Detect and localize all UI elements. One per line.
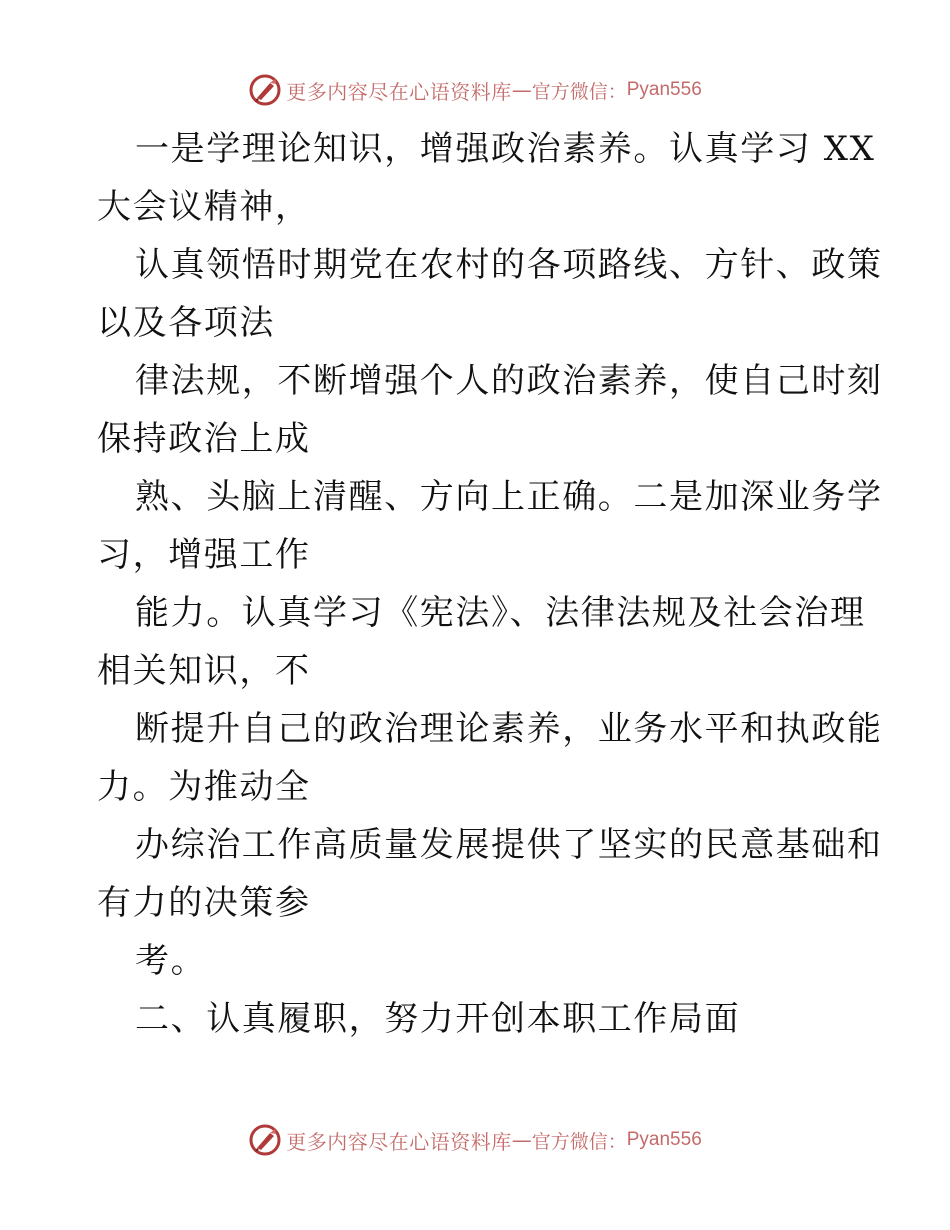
quill-pen-logo-icon [248,73,282,107]
section-heading: 二、认真履职，努力开创本职工作局面 [135,999,741,1039]
text-line: 认真领悟时期党在农村的各项路线、方针、政策 [135,245,883,285]
text-line: 保持政治上成 [97,419,311,459]
watermark-wechat-id: Pyan556 [626,1129,702,1150]
text-line: 断提升自己的政治理论素养，业务水平和执政能 [135,709,883,749]
watermark-dash: — [511,78,532,102]
header-watermark [0,70,950,110]
watermark-wechat-id: Pyan556 [626,79,702,100]
text-line: 大会议精神， [97,187,311,227]
text-line: 习，增强工作 [97,535,311,575]
text-line: 律法规，不断增强个人的政治素养，使自己时刻 [135,361,883,401]
text-line: 考。 [135,941,207,981]
watermark-dash: — [511,1128,532,1152]
text-line: 一是学理论知识，增强政治素养。认真学习 XX [135,129,876,169]
watermark-main-text: 更多内容尽在心语资料库 [286,1129,512,1154]
text-line: 有力的决策参 [97,883,311,923]
quill-pen-logo-icon [248,1123,282,1157]
footer-watermark [0,1120,950,1160]
watermark-label: 官方微信： [531,80,627,103]
text-line: 办综治工作高质量发展提供了坚实的民意基础和 [135,825,883,865]
text-line: 以及各项法 [97,303,275,343]
watermark-label: 官方微信： [531,1130,627,1153]
text-line: 相关知识，不 [97,651,311,691]
text-line: 能力。认真学习《宪法》、法律法规及社会治理 [135,593,866,633]
watermark-main-text: 更多内容尽在心语资料库 [286,79,512,104]
text-line: 力。为推动全 [97,767,311,807]
text-line: 熟、头脑上清醒、方向上正确。二是加深业务学 [135,477,883,517]
